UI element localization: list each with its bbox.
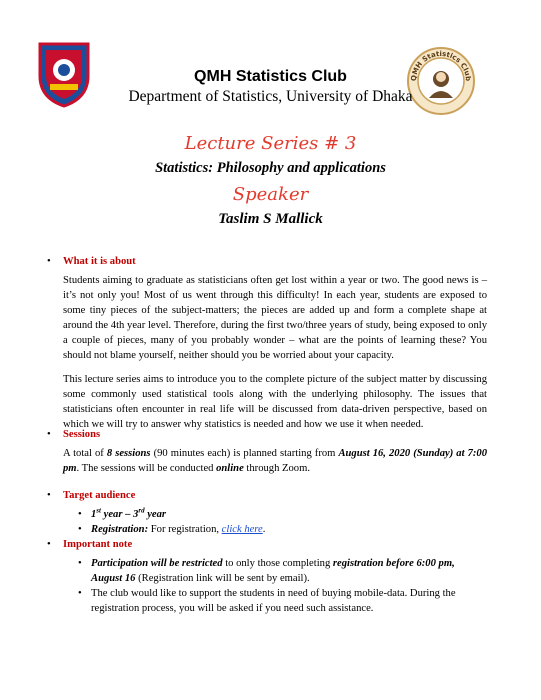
sessions-text: . The sessions will be conducted <box>76 463 217 474</box>
note-restriction: Participation will be restricted <box>91 558 223 569</box>
bullet-icon: • <box>47 539 51 550</box>
year-end-text: year <box>144 509 167 520</box>
sessions-mode: online <box>216 463 244 474</box>
year-range-text: year – 3 <box>100 509 139 520</box>
bullet-icon: • <box>47 256 51 267</box>
note-support-text: The club would like to support the students in need of buying mobile-data. During the registration process, you will be asked if you need such assistance. <box>91 588 456 614</box>
sessions-heading <box>47 427 487 442</box>
speaker-label: Speaker <box>232 184 309 205</box>
note-text: to only those completing <box>222 558 333 569</box>
bullet-icon: • <box>78 588 82 599</box>
sessions-paragraph <box>47 446 487 476</box>
bullet-icon: • <box>78 558 82 569</box>
audience-heading-label: Target audience <box>63 490 136 501</box>
sessions-text: A total of <box>63 448 107 459</box>
about-paragraph-2: This lecture series aims to introduce you to the complete picture of the subject matter by discussing some commonly used statistical tools along with the underlying philosophy. The issues that statisticians often encounter in real life will be discussed from data-driven perspective, based on which we will try to answer why statistics is needed and how we use it when needed. <box>63 374 487 430</box>
registration-end: . <box>262 524 266 535</box>
bullet-icon: • <box>78 509 82 520</box>
bullet-icon: • <box>78 524 82 535</box>
bullet-icon: • <box>47 490 51 501</box>
speaker-name: Taslim S Mallick <box>218 211 323 227</box>
sessions-heading-label: Sessions <box>63 429 101 440</box>
svg-text:QMH Statistics Club: QMH Statistics Club <box>409 49 473 82</box>
about-heading <box>47 254 487 269</box>
about-section <box>47 254 487 441</box>
department-name: Department of Statistics, University of Dhaka <box>128 88 413 105</box>
note-heading-label: Important note <box>63 539 133 550</box>
note-section <box>47 537 487 616</box>
year-start-suffix: st <box>96 506 101 515</box>
sessions-section <box>47 427 487 485</box>
note-item-1 <box>47 556 487 586</box>
sessions-text: (90 minutes each) is planned starting from <box>150 448 339 459</box>
year-end-suffix: rd <box>138 506 145 515</box>
audience-heading <box>47 488 487 503</box>
sessions-start-date: August 16, 2020 (Sunday) at 7:00 pm <box>63 448 487 474</box>
audience-section <box>47 488 487 537</box>
about-heading-label: What it is about <box>63 256 136 267</box>
note-heading <box>47 537 487 552</box>
note-deadline: registration before 6:00 pm, August 16 <box>91 558 455 584</box>
bullet-icon: • <box>47 429 51 440</box>
sessions-count: 8 sessions <box>106 448 151 459</box>
sessions-text: through Zoom. <box>243 463 310 474</box>
note-item-2 <box>47 586 487 616</box>
about-paragraph-1: Students aiming to graduate as statisticians often get lost within a year or two. The good news is – it’s not only you! Most of us went through this difficulty! In each year, students are exposed to some tiny pieces of the subject-matters; the pieces are added up and form a complete shape at around the 4th year level. Therefore, during the first two/three years of study, being exposed to only a couple of pieces, many of you probably wonder – what are the points of learning these? You should not blame yourself, neither should you be worried about your capacity. <box>63 275 487 361</box>
registration-text: For registration, <box>148 524 222 535</box>
lecture-series-title: Lecture Series # 3 <box>184 133 357 154</box>
registration-item <box>47 522 487 537</box>
year-start: 1 <box>91 509 97 520</box>
lecture-subtitle: Statistics: Philosophy and applications <box>155 160 386 176</box>
club-name: QMH Statistics Club <box>194 68 347 85</box>
registration-link[interactable]: click here <box>221 524 263 535</box>
registration-label: Registration: <box>91 524 149 535</box>
note-text: (Registration link will be sent by email). <box>135 573 310 584</box>
audience-years-item <box>47 507 487 522</box>
